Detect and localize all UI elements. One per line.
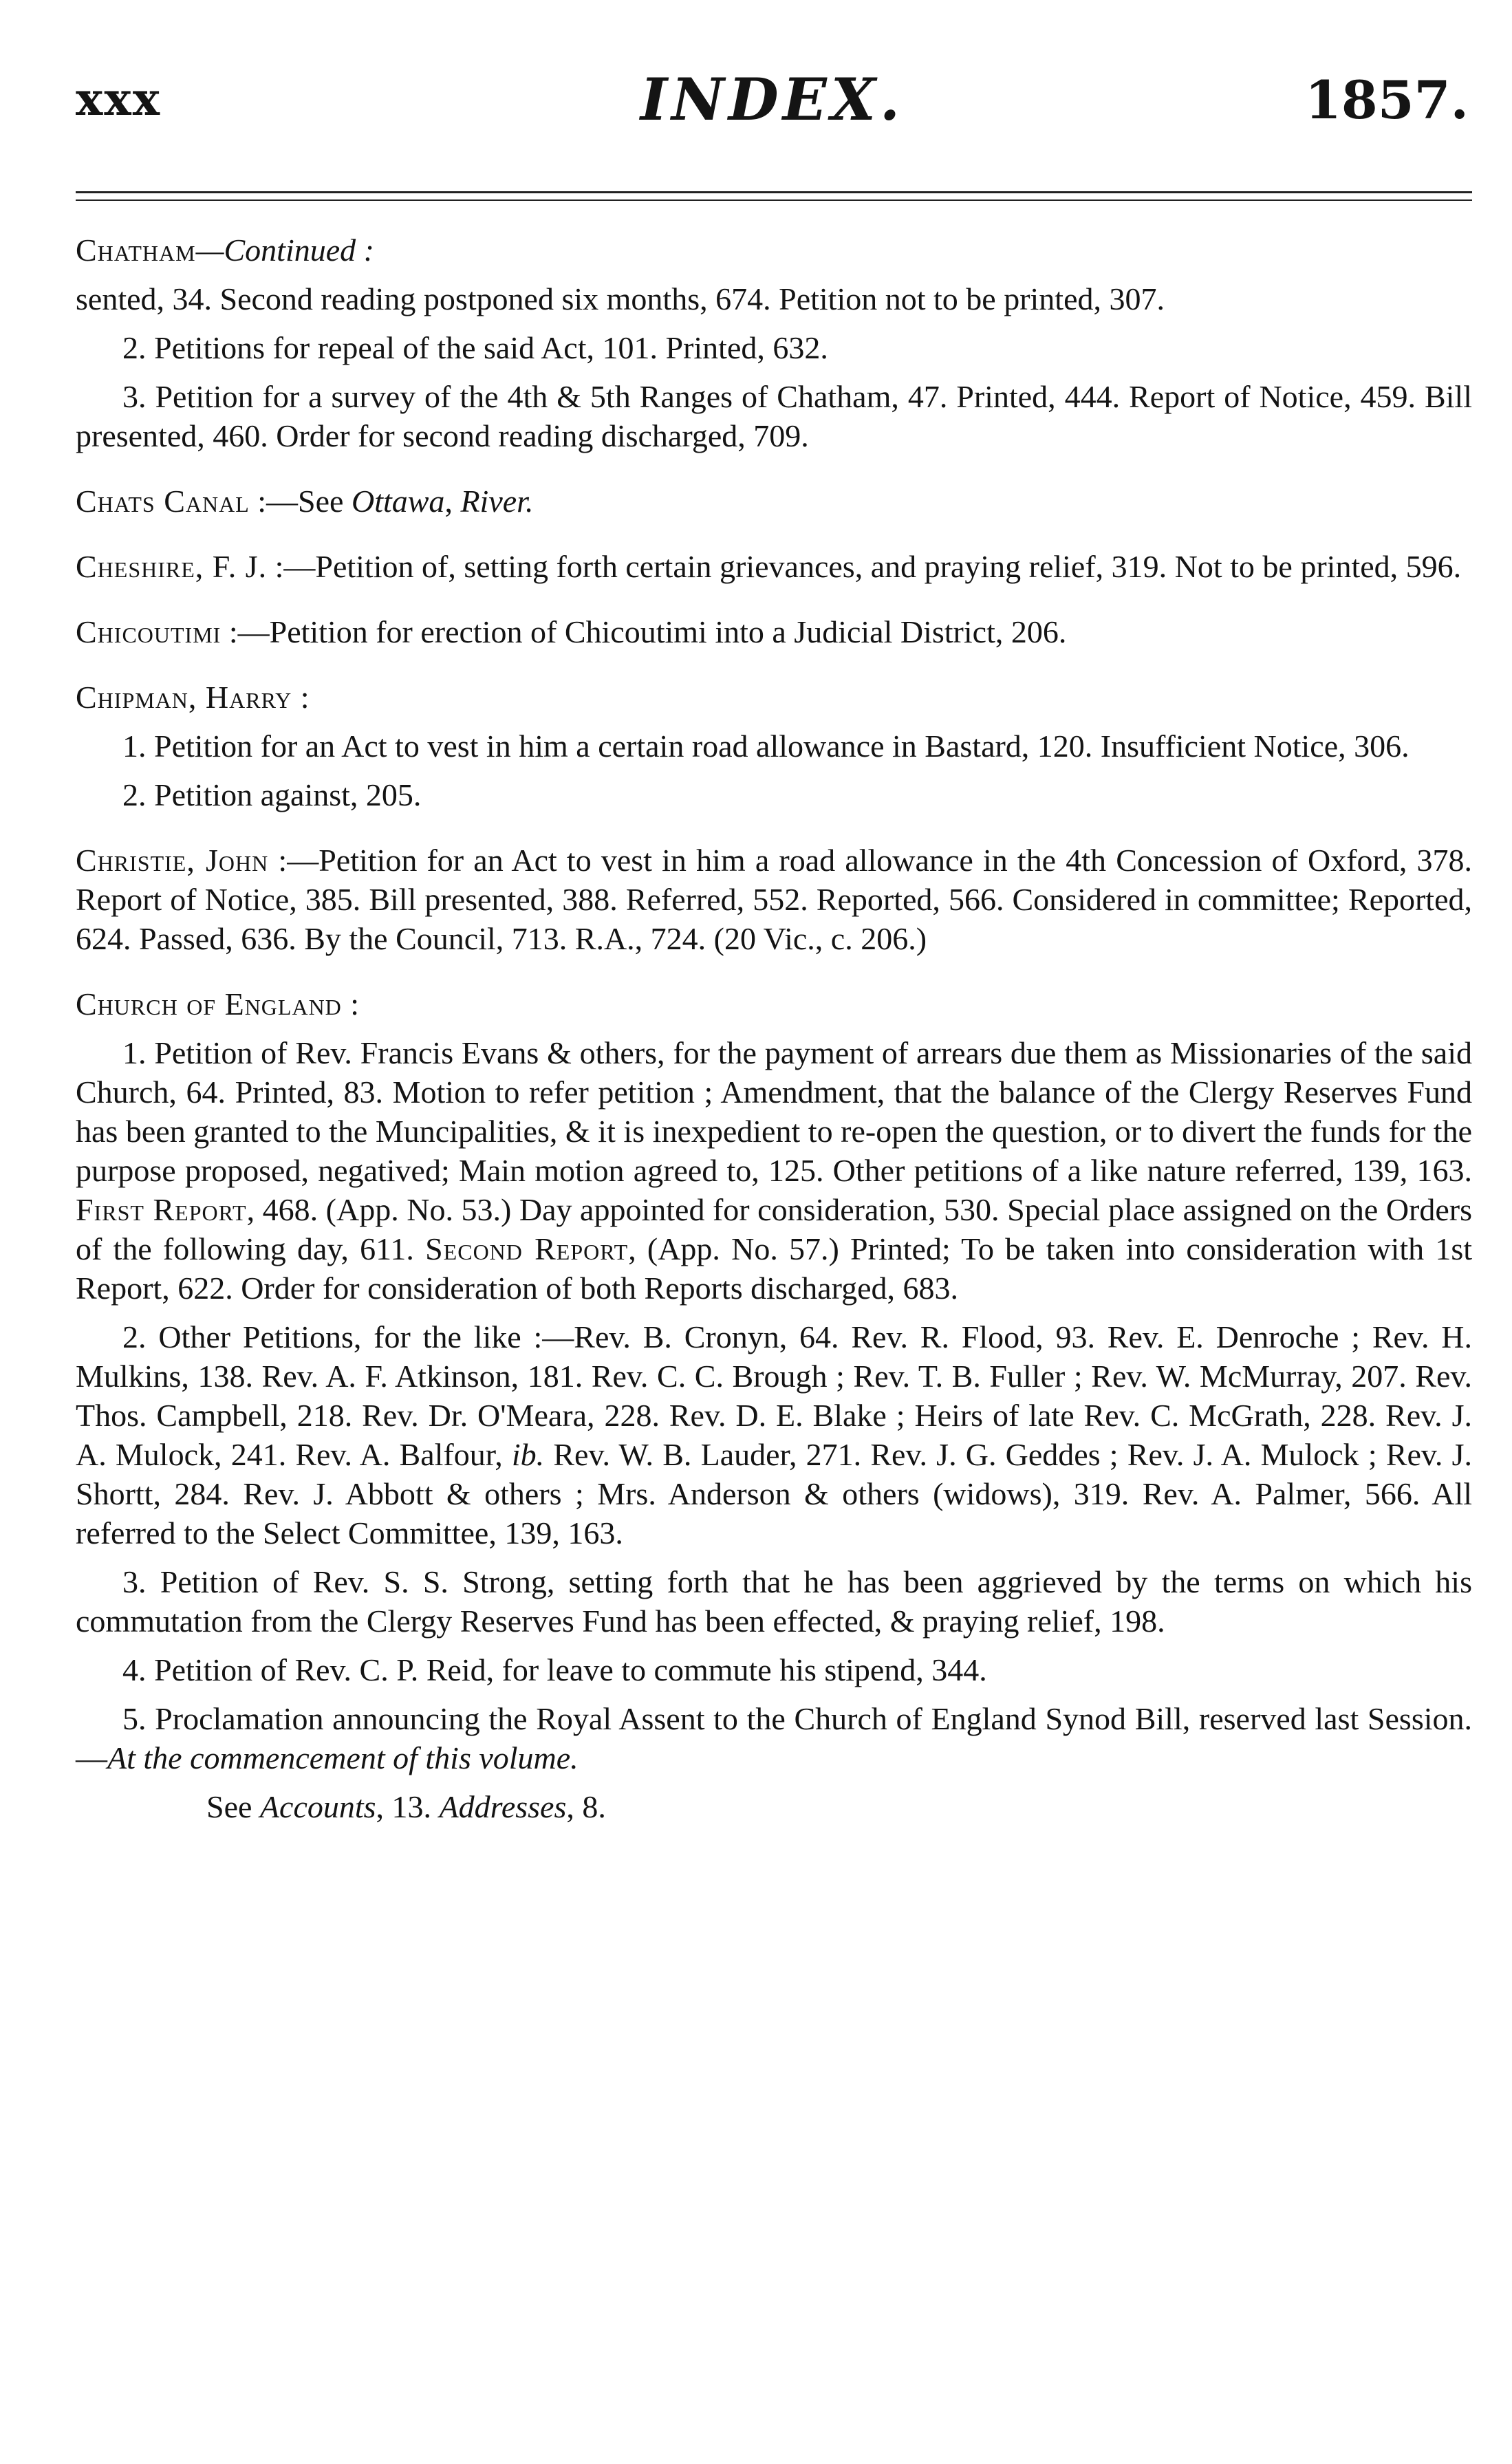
page-title: INDEX. (640, 65, 905, 133)
entry-heading: Cheshire, F. J. (76, 549, 268, 584)
page-year: 1857. (1305, 69, 1469, 131)
cross-reference: Accounts (259, 1789, 376, 1824)
entry-text: :—Petition for an Act to vest in him a road allowance in the 4th Concession of Oxford, 378. Report of Notice, 385. Bill presented, 388. Referred, 552. Reported, 566. Considered in committee; Reported, 624. Passed, 636. By the Council, 713. R.A., 724. (20 Vic., c. 206.) (76, 843, 1472, 956)
entry-church-of-england (76, 984, 1472, 1826)
italic-note: At the commencement of this volume. (107, 1740, 579, 1775)
header-rule-thick (76, 191, 1472, 193)
entry-text: :—Petition of, setting forth certain grievances, and praying relief, 319. Not to be printed, 596. (267, 549, 1462, 584)
entry-chatham (76, 230, 1472, 455)
entry-paragraph: 2. Petition against, 205. (122, 777, 422, 812)
page-header (76, 65, 1469, 148)
page-number: xxx (76, 72, 162, 126)
entry-paragraph: 3. Petition of Rev. S. S. Strong, setting forth that he has been aggrieved by the terms on which his commutation from the Clergy Reserves Fund has been effected, & praying relief, 198. (76, 1564, 1472, 1639)
ibid-mark: ib. (511, 1437, 545, 1472)
entry-heading: Chipman, Harry : (76, 680, 310, 715)
entry-heading: Chats Canal (76, 484, 250, 519)
cross-reference: Ottawa (351, 484, 445, 519)
entry-christie (76, 841, 1472, 958)
entry-paragraph: 3. Petition for a survey of the 4th & 5th Ranges of Chatham, 47. Printed, 444. Report of Notice, 459. Bill presented, 460. Order for second reading discharged, 709. (76, 379, 1472, 453)
entry-paragraph: sented, 34. Second reading postponed six months, 674. Petition not to be printed, 307. (76, 281, 1165, 316)
entry-cheshire (76, 547, 1472, 586)
entry-chicoutimi (76, 612, 1472, 651)
entry-separator: :—See (249, 484, 352, 519)
report-label: Second Report (425, 1231, 629, 1266)
entry-paragraph: 5. Proclamation announcing the Royal Assent to the Church of England Synod Bill, reserved last Session.—At the commencement of this volume. (76, 1701, 1472, 1775)
entry-paragraph: 1. Petition for an Act to vest in him a certain road allowance in Bastard, 120. Insufficient Notice, 306. (122, 728, 1410, 764)
header-rule-thin (76, 199, 1472, 201)
entry-heading: Church of England : (76, 986, 360, 1022)
entry-paragraph: 1. Petition of Rev. Francis Evans & others, for the payment of arrears due them as Missionaries of the said Church, 64. Printed, 83. Motion to refer petition ; Amendment, that the balance of the Clergy Reserves Fund has been granted to the Muncipalities, & it is inexpedient to re-open the question, or to divert the funds for the purpose proposed, negatived; Main motion agreed to, 125. Other petitions of a like nature referred, 139, 163. First Report, 468. (App. No. 53.) Day appointed for consideration, 530. Special place assigned on the Orders of the following day, 611. Second Report, (App. No. 57.) Printed; To be taken into consideration with 1st Report, 622. Order for consideration of both Reports discharged, 683. (76, 1035, 1473, 1306)
entry-text: :—Petition for erection of Chicoutimi into a Judicial District, 206. (221, 614, 1067, 649)
entry-heading: Christie, John (76, 843, 269, 878)
entry-heading: Chicoutimi (76, 614, 222, 649)
entry-heading: Chatham (76, 233, 196, 268)
entry-paragraph: 4. Petition of Rev. C. P. Reid, for leave to commute his stipend, 344. (122, 1652, 987, 1687)
entry-chipman (76, 678, 1472, 814)
see-also-line: See Accounts, 13. Addresses, 8. (206, 1789, 606, 1824)
entry-paragraph: 2. Petitions for repeal of the said Act, 101. Printed, 632. (122, 330, 828, 365)
cross-reference: River. (460, 484, 534, 519)
entry-paragraph: 2. Other Petitions, for the like :—Rev. B. Cronyn, 64. Rev. R. Flood, 93. Rev. E. Denroche ; Rev. H. Mulkins, 138. Rev. A. F. Atkinson, 181. Rev. C. C. Brough ; Rev. T. B. Fuller ; Rev. W. McMurray, 207. Rev. Thos. Campbell, 218. Rev. Dr. O'Meara, 228. Rev. D. E. Blake ; Heirs of late Rev. C. McGrath, 228. Rev. J. A. Mulock, 241. Rev. A. Balfour, ib. Rev. W. B. Lauder, 271. Rev. J. G. Geddes ; Rev. J. A. Mulock ; Rev. J. Shortt, 284. Rev. J. Abbott & others ; Mrs. Anderson & others (widows), 319. Rev. A. Palmer, 566. All referred to the Select Committee, 139, 163. (76, 1319, 1472, 1550)
cross-reference: Addresses (439, 1789, 567, 1824)
entry-chats-canal: Chats Canal :—See Ottawa, River. (76, 484, 534, 519)
report-label: First Report (76, 1192, 247, 1227)
index-content (76, 230, 1472, 1852)
entry-heading-suffix: —Continued : (195, 233, 374, 268)
